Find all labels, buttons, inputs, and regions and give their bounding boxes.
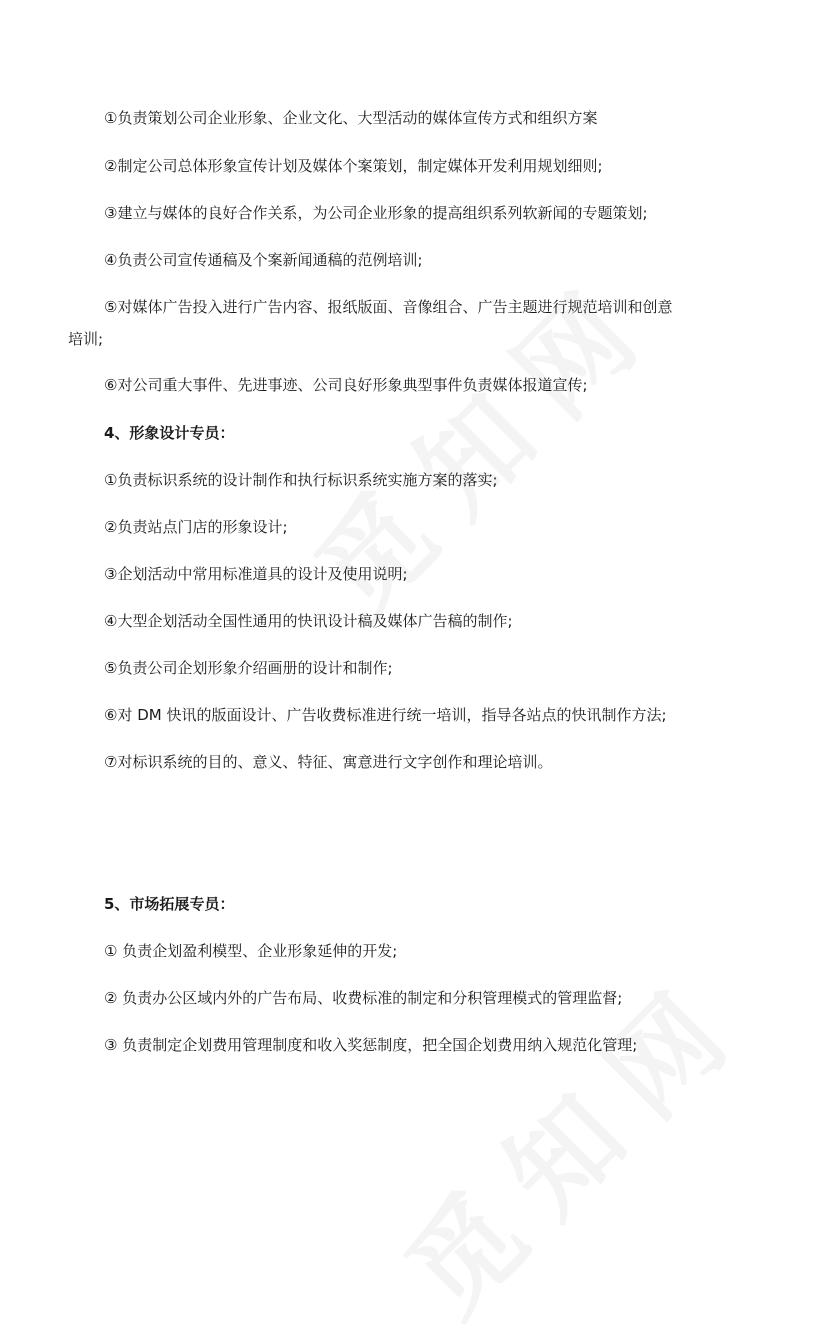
- list-item: ③ 负责制定企划费用管理制度和收入奖惩制度，把全国企划费用纳入规范化管理;: [104, 1036, 638, 1054]
- section-heading: 5、市场拓展专员：: [104, 895, 235, 913]
- list-item-continuation: 培训;: [68, 330, 104, 348]
- list-item: ①负责策划公司企业形象、企业文化、大型活动的媒体宣传方式和组织方案: [104, 109, 598, 127]
- list-item: ② 负责办公区域内外的广告布局、收费标准的制定和分积管理模式的管理监督;: [104, 989, 623, 1007]
- list-item: ⑥对 DM 快讯的版面设计、广告收费标准进行统一培训，指导各站点的快讯制作方法;: [104, 706, 667, 724]
- list-item: ⑥对公司重大事件、先进事迹、公司良好形象典型事件负责媒体报道宣传;: [104, 376, 588, 394]
- list-item: ③建立与媒体的良好合作关系，为公司企业形象的提高组织系列软新闻的专题策划;: [104, 204, 648, 222]
- list-item: ①负责标识系统的设计制作和执行标识系统实施方案的落实;: [104, 471, 498, 489]
- list-item: ④负责公司宣传通稿及个案新闻通稿的范例培训;: [104, 251, 423, 269]
- list-item: ① 负责企划盈利模型、企业形象延伸的开发;: [104, 942, 398, 960]
- section-heading: 4、形象设计专员：: [104, 424, 235, 442]
- list-item: ③企划活动中常用标准道具的设计及使用说明;: [104, 565, 408, 583]
- list-item: ⑦对标识系统的目的、意义、特征、寓意进行文字创作和理论培训。: [104, 753, 553, 771]
- list-item: ②制定公司总体形象宣传计划及媒体个案策划，制定媒体开发利用规划细则;: [104, 157, 603, 175]
- list-item: ④大型企划活动全国性通用的快讯设计稿及媒体广告稿的制作;: [104, 612, 513, 630]
- list-item: ⑤负责公司企划形象介绍画册的设计和制作;: [104, 659, 393, 677]
- list-item: ⑤对媒体广告投入进行广告内容、报纸版面、音像组合、广告主题进行规范培训和创意: [104, 298, 673, 316]
- list-item: ②负责站点门店的形象设计;: [104, 518, 288, 536]
